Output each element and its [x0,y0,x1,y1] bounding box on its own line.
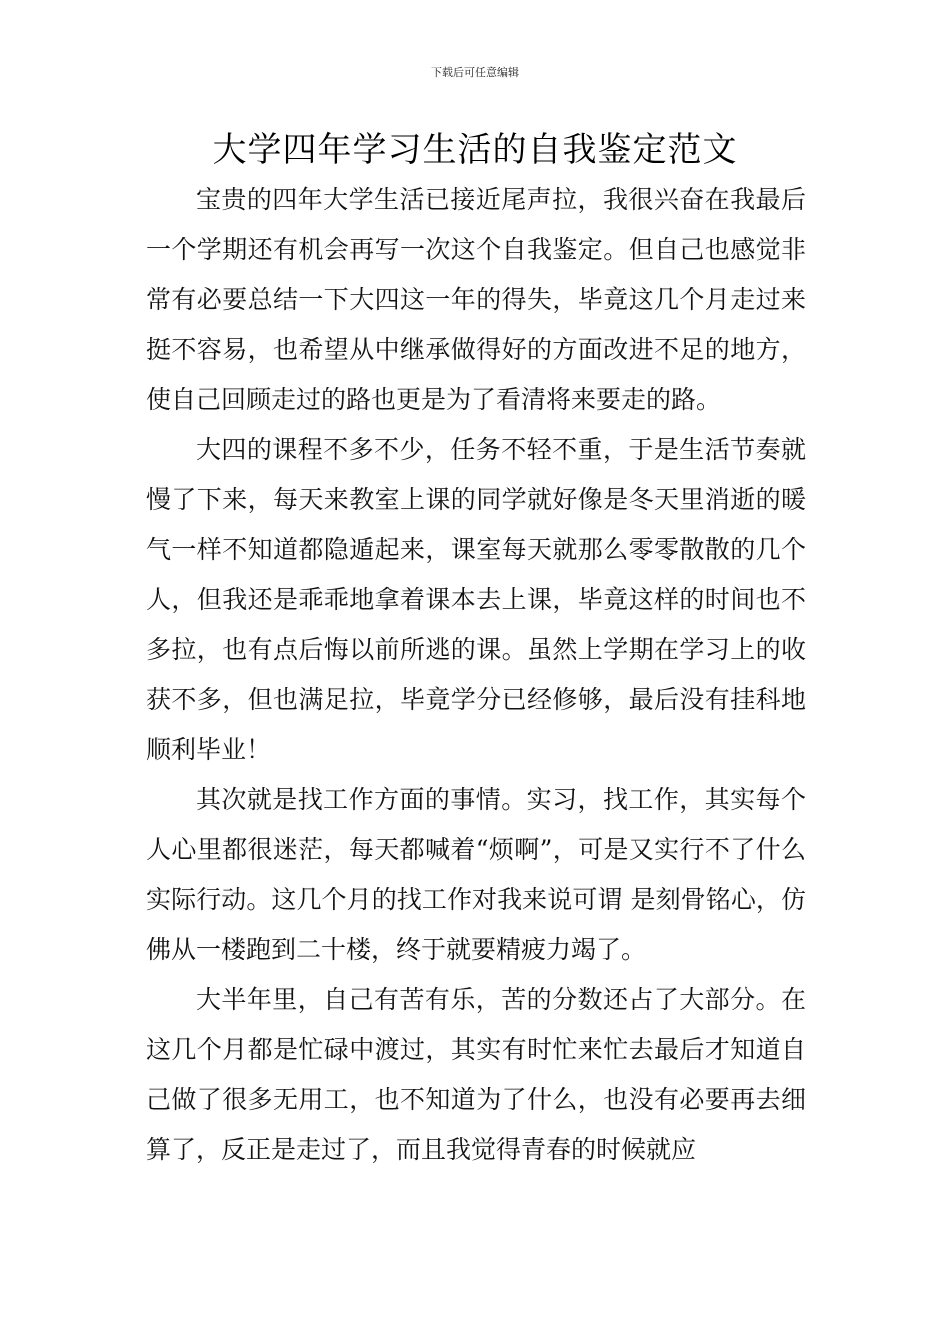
paragraph-3: 其次就是找工作方面的事情。实习，找工作，其实每个人心里都很迷茫，每天都喊着“烦啊”，可是又实行不了什么实际行动。这几个月的找工作对我来说可谓 是刻骨铭心，仿佛从一楼跑到二十楼，终于就要精疲力竭了。 [146,785,806,964]
page-title: 大学四年学习生活的自我鉴定范文 [212,130,738,170]
header-note: 下载后可任意编辑 [431,66,519,79]
paragraph-1: 宝贵的四年大学生活已接近尾声拉，我很兴奋在我最后一个学期还有机会再写一次这个自我鉴定。但自己也感觉非常有必要总结一下大四这一年的得失，毕竟这几个月走过来挺不容易，也希望从中继承做得好的方面改进不足的地方，使自己回顾走过的路也更是为了看清将来要走的路。 [146,185,806,414]
paragraph-4: 大半年里，自己有苦有乐，苦的分数还占了大部分。在这几个月都是忙碌中渡过，其实有时忙来忙去最后才知道自己做了很多无用工，也不知道为了什么，也没有必要再去细算了，反正是走过了，而且我觉得青春的时候就应 [146,985,806,1164]
paragraph-2: 大四的课程不多不少，任务不轻不重，于是生活节奏就慢了下来，每天来教室上课的同学就好像是冬天里消逝的暖气一样不知道都隐遁起来，课室每天就那么零零散散的几个人，但我还是乖乖地拿着课本去上课，毕竟这样的时间也不多拉，也有点后悔以前所逃的课。虽然上学期在学习上的收获不多，但也满足拉，毕竟学分已经修够，最后没有挂科地顺利毕业！ [146,435,806,764]
document-body [146,175,806,1175]
